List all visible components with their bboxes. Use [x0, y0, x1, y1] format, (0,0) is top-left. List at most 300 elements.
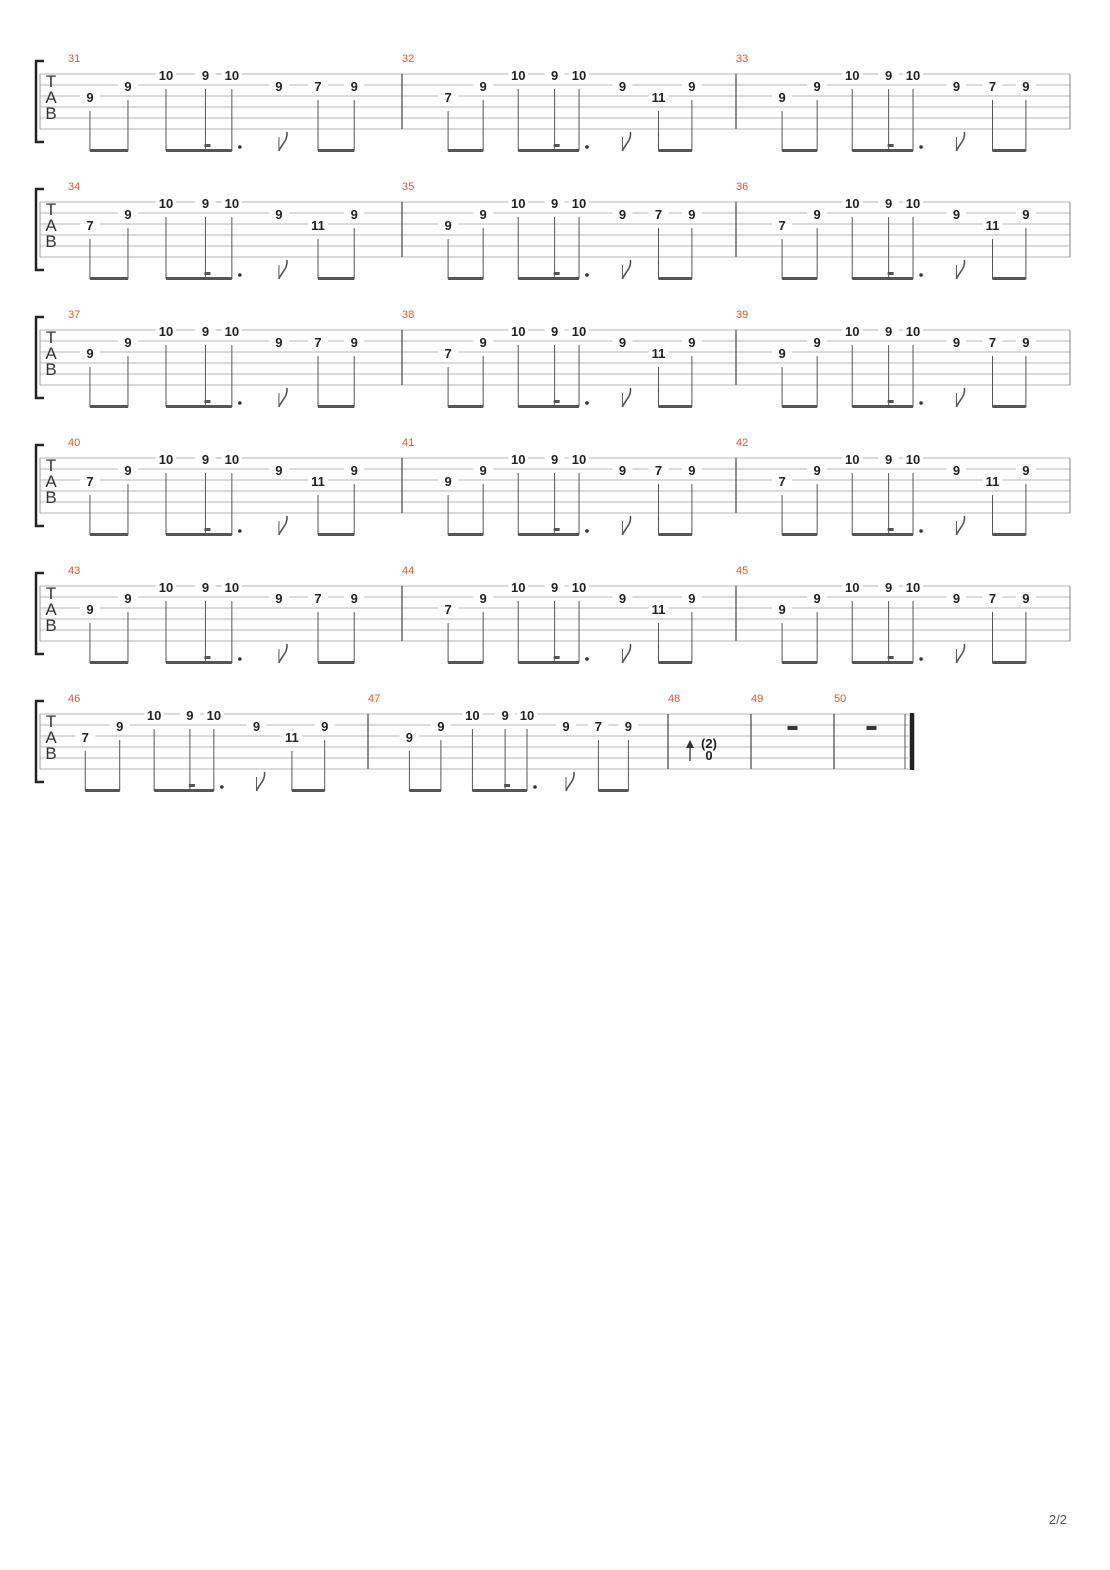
measure-38	[402, 309, 702, 408]
measure-number: 43	[68, 565, 81, 577]
augmentation-dot	[220, 785, 224, 789]
note-beam	[659, 277, 692, 280]
note-flag	[279, 260, 287, 279]
tab-clef-a: A	[45, 728, 57, 747]
measure-49	[751, 693, 798, 730]
fret-number: 9	[885, 68, 893, 83]
note-beam	[659, 405, 692, 408]
fret-number: 9	[813, 591, 821, 606]
note-beam	[90, 661, 128, 664]
tab-clef-a: A	[45, 472, 57, 491]
measure-46	[68, 693, 335, 792]
fret-number: 9	[350, 207, 358, 222]
augmentation-dot	[919, 273, 923, 277]
note-beam	[472, 789, 527, 792]
augmentation-dot	[585, 145, 589, 149]
fret-number: 10	[224, 324, 240, 339]
fret-number: 11	[985, 474, 1000, 489]
fret-number: 9	[444, 474, 452, 489]
measure-39	[736, 309, 1036, 408]
note-beam	[782, 661, 817, 664]
note-beam-partial	[189, 784, 195, 787]
fret-number: 9	[618, 463, 627, 478]
note-beam	[85, 789, 119, 792]
note-beam-partial	[888, 528, 894, 531]
fret-number: 10	[571, 196, 587, 211]
fret-number: 9	[201, 580, 210, 595]
fret-number: 7	[314, 79, 322, 94]
fret-number: 9	[1022, 79, 1030, 94]
fret-number: 10	[224, 452, 240, 467]
augmentation-dot	[585, 657, 589, 661]
fret-number: 9	[275, 79, 283, 94]
note-beam-partial	[554, 144, 560, 147]
system-6	[36, 693, 912, 792]
note-beam	[448, 661, 483, 664]
fret-number: 9	[275, 335, 283, 350]
fret-number: 10	[571, 68, 587, 83]
augmentation-dot	[238, 145, 242, 149]
note-beam	[90, 405, 128, 408]
fret-number: 9	[124, 591, 132, 606]
fret-number: 10	[519, 708, 535, 723]
measure-number: 39	[736, 309, 749, 321]
tab-clef-t: T	[45, 328, 57, 347]
measure-number: 35	[402, 181, 415, 193]
fret-number: 9	[688, 463, 696, 478]
fret-number: 9	[813, 463, 821, 478]
measure-number: 50	[834, 693, 847, 705]
measure-number: 38	[402, 309, 415, 321]
fret-number: 9	[350, 463, 358, 478]
fret-number: 9	[551, 196, 559, 211]
augmentation-dot	[585, 401, 589, 405]
fret-number: 9	[1022, 463, 1030, 478]
fret-number: 9	[551, 580, 559, 595]
fret-number: 9	[952, 335, 961, 350]
note-beam	[166, 533, 232, 536]
note-beam	[993, 277, 1026, 280]
fret-number: 9	[562, 719, 570, 734]
note-beam-partial	[204, 144, 210, 147]
note-beam	[659, 661, 692, 664]
measure-number: 36	[736, 181, 749, 193]
fret-number: 10	[224, 68, 240, 83]
note-beam	[409, 789, 441, 792]
note-flag	[256, 772, 264, 791]
fret-number: 9	[479, 463, 487, 478]
fret-number: 9	[201, 196, 210, 211]
fret-number: 9	[952, 207, 961, 222]
measure-number: 48	[668, 693, 681, 705]
measure-33	[736, 53, 1036, 152]
measure-31	[68, 53, 364, 152]
note-beam	[598, 789, 628, 792]
measure-number: 34	[68, 181, 81, 193]
fret-number: 10	[206, 708, 222, 723]
tab-clef-b: B	[45, 616, 57, 635]
note-beam	[318, 149, 354, 152]
tab-clef-t: T	[45, 584, 57, 603]
note-beam	[318, 405, 354, 408]
fret-number: 11	[985, 218, 1000, 233]
fret-number: 7	[444, 602, 452, 617]
note-flag	[279, 644, 287, 663]
fret-number: 9	[444, 218, 452, 233]
fret-number: 0	[705, 748, 713, 763]
measure-37	[68, 309, 364, 408]
fret-number: 7	[314, 335, 322, 350]
note-beam	[518, 405, 579, 408]
fret-number: 9	[437, 719, 445, 734]
note-flag	[279, 388, 287, 407]
measure-32	[402, 53, 702, 152]
fret-number: 9	[551, 324, 559, 339]
fret-number: 9	[778, 90, 786, 105]
measure-40	[68, 437, 364, 536]
note-flag	[279, 132, 287, 151]
note-beam-partial	[888, 144, 894, 147]
note-flag	[622, 644, 630, 663]
fret-number: 10	[146, 708, 162, 723]
fret-number: 10	[510, 452, 526, 467]
measure-number: 45	[736, 565, 749, 577]
augmentation-dot	[919, 657, 923, 661]
fret-number: 9	[618, 207, 627, 222]
system-4	[36, 437, 1070, 536]
note-beam	[318, 277, 354, 280]
note-beam	[518, 533, 579, 536]
fret-number: 9	[350, 335, 358, 350]
note-beam-partial	[888, 656, 894, 659]
tab-clef-a: A	[45, 600, 57, 619]
note-beam	[518, 277, 579, 280]
fret-number: 7	[778, 474, 786, 489]
fret-number: 10	[844, 68, 860, 83]
note-beam	[993, 661, 1026, 664]
measure-number: 33	[736, 53, 749, 65]
note-beam	[782, 405, 817, 408]
note-beam	[852, 533, 913, 536]
measure-34	[68, 181, 364, 280]
measure-36	[736, 181, 1036, 280]
fret-number: 7	[314, 591, 322, 606]
fret-number: 9	[778, 602, 786, 617]
fret-number: 9	[275, 591, 283, 606]
note-beam	[659, 149, 692, 152]
fret-number: 11	[311, 218, 325, 233]
tab-clef-b: B	[45, 744, 57, 763]
fret-number: 11	[651, 90, 666, 105]
fret-number: 9	[86, 602, 94, 617]
fret-number: 10	[844, 580, 860, 595]
note-beam-partial	[204, 400, 210, 403]
fret-number: 9	[618, 79, 627, 94]
fret-number: 10	[158, 196, 174, 211]
tab-clef-t: T	[45, 456, 57, 475]
fret-number: 9	[778, 346, 786, 361]
augmentation-dot	[238, 401, 242, 405]
measure-48	[668, 693, 717, 763]
fret-number: 9	[624, 719, 633, 734]
fret-number: 9	[479, 335, 487, 350]
augmentation-dot	[238, 657, 242, 661]
note-beam-partial	[554, 400, 560, 403]
measure-number: 31	[68, 53, 81, 65]
note-beam	[448, 277, 483, 280]
note-flag	[622, 260, 630, 279]
fret-number: 9	[350, 591, 358, 606]
bend-target: (2)	[701, 736, 717, 751]
fret-number: 9	[618, 591, 627, 606]
tab-clef-a: A	[45, 88, 57, 107]
whole-rest	[788, 726, 798, 730]
fret-number: 7	[988, 591, 997, 606]
fret-number: 9	[618, 335, 627, 350]
system-2	[36, 181, 1070, 280]
fret-number: 9	[275, 207, 283, 222]
measure-number: 41	[402, 437, 415, 449]
fret-number: 10	[510, 580, 526, 595]
note-beam-partial	[554, 656, 560, 659]
fret-number: 10	[158, 68, 174, 83]
augmentation-dot	[533, 785, 537, 789]
fret-number: 10	[571, 580, 587, 595]
note-beam	[166, 661, 232, 664]
fret-number: 9	[321, 719, 329, 734]
fret-number: 9	[201, 324, 210, 339]
note-beam-partial	[888, 272, 894, 275]
fret-number: 10	[905, 580, 921, 595]
note-beam-partial	[888, 400, 894, 403]
note-beam	[852, 277, 913, 280]
note-beam	[782, 277, 817, 280]
note-beam	[318, 533, 354, 536]
measure-number: 49	[751, 693, 764, 705]
fret-number: 9	[405, 730, 414, 745]
note-beam	[448, 149, 483, 152]
note-beam-partial	[554, 528, 560, 531]
note-beam	[448, 405, 483, 408]
fret-number: 7	[654, 463, 663, 478]
fret-number: 9	[275, 463, 283, 478]
fret-number: 9	[86, 346, 94, 361]
measure-44	[402, 565, 702, 664]
fret-number: 9	[1022, 591, 1030, 606]
fret-number: 9	[124, 463, 132, 478]
tab-clef-b: B	[45, 104, 57, 123]
note-flag	[622, 516, 630, 535]
fret-number: 11	[311, 474, 325, 489]
fret-number: 10	[571, 452, 587, 467]
fret-number: 9	[688, 591, 696, 606]
note-beam	[993, 149, 1026, 152]
fret-number: 9	[479, 591, 487, 606]
fret-number: 9	[885, 196, 893, 211]
note-beam	[852, 149, 913, 152]
note-beam-partial	[504, 784, 510, 787]
measure-number: 44	[402, 565, 415, 577]
fret-number: 10	[465, 708, 480, 723]
fret-number: 10	[571, 324, 587, 339]
note-beam	[166, 149, 232, 152]
fret-number: 10	[510, 324, 526, 339]
note-beam	[782, 149, 817, 152]
fret-number: 10	[905, 68, 921, 83]
fret-number: 7	[86, 218, 94, 233]
system-3	[36, 309, 1070, 408]
measure-45	[736, 565, 1036, 664]
augmentation-dot	[585, 273, 589, 277]
bend-arrow-icon	[686, 740, 694, 748]
fret-number: 9	[952, 79, 961, 94]
fret-number: 9	[479, 79, 487, 94]
note-beam	[518, 149, 579, 152]
note-flag	[956, 516, 964, 535]
note-beam	[292, 789, 325, 792]
note-beam-partial	[554, 272, 560, 275]
fret-number: 7	[81, 730, 89, 745]
tab-clef-b: B	[45, 488, 57, 507]
note-flag	[622, 388, 630, 407]
fret-number: 10	[158, 452, 174, 467]
augmentation-dot	[585, 529, 589, 533]
fret-number: 9	[201, 68, 210, 83]
tab-clef-a: A	[45, 344, 57, 363]
augmentation-dot	[919, 145, 923, 149]
measure-41	[402, 437, 702, 536]
fret-number: 9	[186, 708, 194, 723]
note-beam	[852, 405, 913, 408]
augmentation-dot	[919, 401, 923, 405]
measure-number: 40	[68, 437, 81, 449]
fret-number: 10	[844, 452, 860, 467]
measure-number: 47	[368, 693, 381, 705]
note-beam	[448, 533, 483, 536]
note-flag	[956, 644, 964, 663]
fret-number: 9	[1022, 335, 1030, 350]
fret-number: 7	[778, 218, 786, 233]
fret-number: 9	[885, 324, 893, 339]
fret-number: 7	[654, 207, 663, 222]
fret-number: 10	[905, 452, 921, 467]
fret-number: 9	[885, 452, 893, 467]
tab-clef-t: T	[45, 72, 57, 91]
note-beam-partial	[204, 656, 210, 659]
note-flag	[279, 516, 287, 535]
fret-number: 7	[988, 79, 997, 94]
fret-number: 9	[813, 207, 821, 222]
measure-number: 37	[68, 309, 81, 321]
measure-35	[402, 181, 702, 280]
tab-clef-t: T	[45, 712, 57, 731]
fret-number: 9	[124, 207, 132, 222]
fret-number: 9	[885, 580, 893, 595]
augmentation-dot	[919, 529, 923, 533]
measure-number: 42	[736, 437, 749, 449]
fret-number: 9	[813, 335, 821, 350]
fret-number: 10	[224, 580, 240, 595]
fret-number: 11	[285, 730, 299, 745]
fret-number: 7	[86, 474, 94, 489]
note-beam	[154, 789, 214, 792]
page-number: 2/2	[1048, 1512, 1067, 1527]
fret-number: 9	[551, 452, 559, 467]
fret-number: 9	[688, 79, 696, 94]
measure-50	[834, 693, 877, 730]
tab-clef-t: T	[45, 200, 57, 219]
fret-number: 10	[224, 196, 240, 211]
fret-number: 11	[651, 602, 666, 617]
fret-number: 9	[124, 335, 132, 350]
note-beam	[166, 277, 232, 280]
fret-number: 9	[688, 207, 696, 222]
note-flag	[956, 132, 964, 151]
note-beam	[90, 533, 128, 536]
system-1	[36, 53, 1070, 152]
note-flag	[956, 260, 964, 279]
augmentation-dot	[238, 273, 242, 277]
note-flag	[566, 772, 574, 791]
fret-number: 9	[501, 708, 509, 723]
fret-number: 11	[651, 346, 666, 361]
fret-number: 9	[479, 207, 487, 222]
fret-number: 9	[952, 591, 961, 606]
augmentation-dot	[238, 529, 242, 533]
note-beam	[852, 661, 913, 664]
tab-clef-a: A	[45, 216, 57, 235]
fret-number: 10	[905, 196, 921, 211]
tab-clef-b: B	[45, 232, 57, 251]
fret-number: 9	[252, 719, 261, 734]
note-flag	[956, 388, 964, 407]
fret-number: 9	[1022, 207, 1030, 222]
fret-number: 10	[158, 580, 174, 595]
measure-43	[68, 565, 364, 664]
note-beam-partial	[204, 272, 210, 275]
measure-42	[736, 437, 1036, 536]
fret-number: 10	[905, 324, 921, 339]
note-beam	[318, 661, 354, 664]
fret-number: 9	[116, 719, 124, 734]
fret-number: 9	[350, 79, 358, 94]
fret-number: 7	[444, 346, 452, 361]
note-beam	[90, 277, 128, 280]
note-beam	[90, 149, 128, 152]
fret-number: 9	[551, 68, 559, 83]
fret-number: 7	[594, 719, 603, 734]
measure-number: 46	[68, 693, 81, 705]
note-beam	[659, 533, 692, 536]
note-beam	[782, 533, 817, 536]
fret-number: 9	[688, 335, 696, 350]
measure-number: 32	[402, 53, 415, 65]
fret-number: 9	[952, 463, 961, 478]
fret-number: 9	[201, 452, 210, 467]
tab-clef-b: B	[45, 360, 57, 379]
fret-number: 7	[444, 90, 452, 105]
fret-number: 9	[86, 90, 94, 105]
fret-number: 10	[844, 196, 860, 211]
note-beam-partial	[204, 528, 210, 531]
note-beam	[166, 405, 232, 408]
note-beam	[993, 405, 1026, 408]
whole-rest	[867, 726, 877, 730]
fret-number: 7	[988, 335, 997, 350]
note-beam	[518, 661, 579, 664]
fret-number: 10	[844, 324, 860, 339]
fret-number: 10	[510, 196, 526, 211]
